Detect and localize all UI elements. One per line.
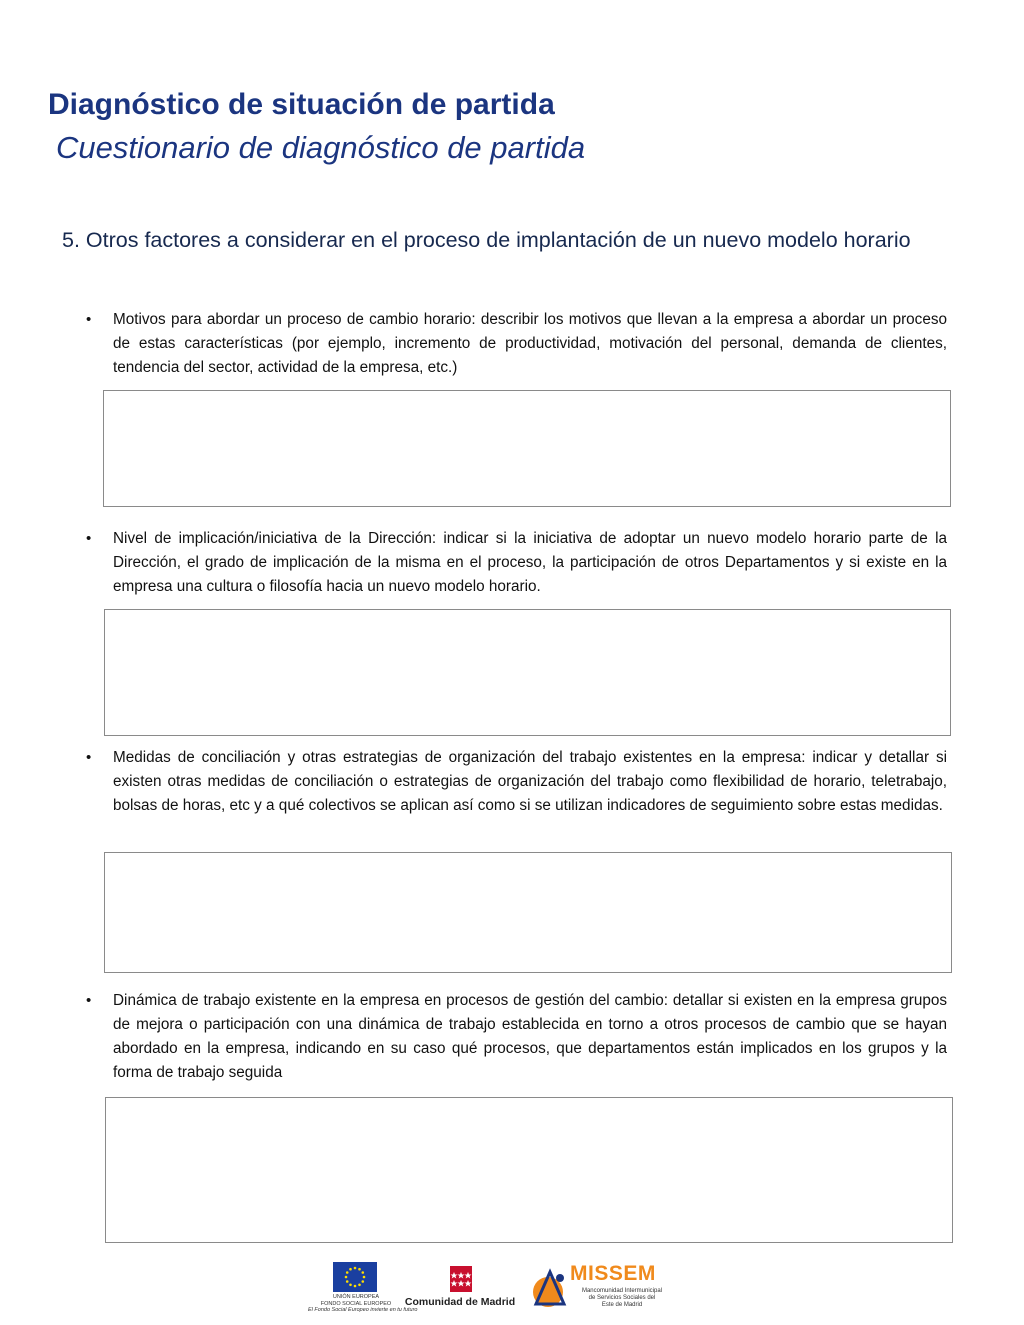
section-heading: 5. Otros factores a considerar en el proceso de implantación de un nuevo modelo horario xyxy=(62,228,911,252)
bullet: • xyxy=(86,749,92,766)
answer-box-3[interactable] xyxy=(104,852,952,973)
eu-stars-icon xyxy=(333,1262,377,1292)
eu-flag-icon xyxy=(333,1262,377,1292)
missem-desc-line: Mancomunidad Intermunicipal xyxy=(581,1288,663,1294)
missem-desc-line: de Servicios Sociales del xyxy=(588,1295,656,1301)
eu-caption-line: UNIÓN EUROPEA xyxy=(332,1294,380,1300)
missem-name: MISSEM xyxy=(570,1262,656,1285)
missem-desc-line: Este de Madrid xyxy=(601,1302,643,1308)
eu-caption xyxy=(308,1294,418,1314)
bullet: • xyxy=(86,992,92,1009)
eu-star xyxy=(354,1285,357,1288)
eu-caption-line: El Fondo Social Europeo invierte en tu futuro xyxy=(308,1307,418,1313)
question-text: Nivel de implicación/iniciativa de la Dirección: indicar si la iniciativa de adoptar un nuevo modelo horario parte de la Dirección, el grado de implicación de la misma en el proceso, la participación de otros Departamentos y si existe en la empresa una cultura o filosofía hacia un nuevo modelo horario. xyxy=(113,530,947,595)
eu-star xyxy=(346,1280,349,1283)
madrid-stars-icon xyxy=(450,1266,472,1292)
eu-star xyxy=(358,1268,361,1271)
eu-logo xyxy=(308,1260,418,1316)
footer-logos xyxy=(300,1260,680,1320)
question-item xyxy=(86,527,947,599)
eu-star xyxy=(349,1283,352,1286)
missem-logo xyxy=(530,1262,675,1320)
question-item xyxy=(86,989,947,1085)
question-text: Dinámica de trabajo existente en la empresa en procesos de gestión del cambio: detallar si existen en la empresa grupos de mejora o participación con una dinámica de trabajo establecida en torno a otros procesos de cambio que se hayan abordado en la empresa, indicando en su caso qué procesos, que departamentos están implicados en los grupos y la forma de trabajo seguida xyxy=(113,992,947,1081)
bullet: • xyxy=(86,530,92,547)
madrid-logo xyxy=(398,1266,522,1316)
answer-box-4[interactable] xyxy=(105,1097,953,1243)
eu-star xyxy=(361,1280,364,1283)
missem-mark-icon xyxy=(530,1266,574,1310)
missem-description xyxy=(574,1288,670,1309)
madrid-flag-icon xyxy=(450,1266,472,1292)
eu-star xyxy=(354,1267,357,1270)
question-item xyxy=(86,746,947,818)
page-title: Diagnóstico de situación de partida xyxy=(48,88,555,121)
madrid-name: Comunidad de Madrid xyxy=(404,1296,516,1308)
eu-star xyxy=(361,1271,364,1274)
eu-star xyxy=(346,1271,349,1274)
eu-star xyxy=(345,1276,348,1279)
eu-caption-line: FONDO SOCIAL EUROPEO xyxy=(320,1300,392,1307)
eu-star xyxy=(358,1283,361,1286)
bullet: • xyxy=(86,311,92,328)
page-subtitle: Cuestionario de diagnóstico de partida xyxy=(56,130,586,165)
eu-star xyxy=(349,1268,352,1271)
answer-box-1[interactable] xyxy=(103,390,951,507)
question-text: Medidas de conciliación y otras estrategias de organización del trabajo existentes en la empresa: indicar y detallar si existen otras medidas de conciliación o estrategias de organización del trabajo como flexibilidad de horario, teletrabajo, bolsas de horas, etc y a qué colectivos se aplican así como si se utilizan indicadores de seguimiento sobre estas medidas. xyxy=(113,749,947,814)
question-item xyxy=(86,308,947,380)
answer-box-2[interactable] xyxy=(104,609,951,736)
eu-star xyxy=(363,1276,366,1279)
question-text: Motivos para abordar un proceso de cambio horario: describir los motivos que llevan a la empresa a abordar un proceso de estas características (por ejemplo, incremento de productividad, motivación del personal, demanda de clientes, tendencia del sector, actividad de la empresa, etc.) xyxy=(113,311,947,376)
